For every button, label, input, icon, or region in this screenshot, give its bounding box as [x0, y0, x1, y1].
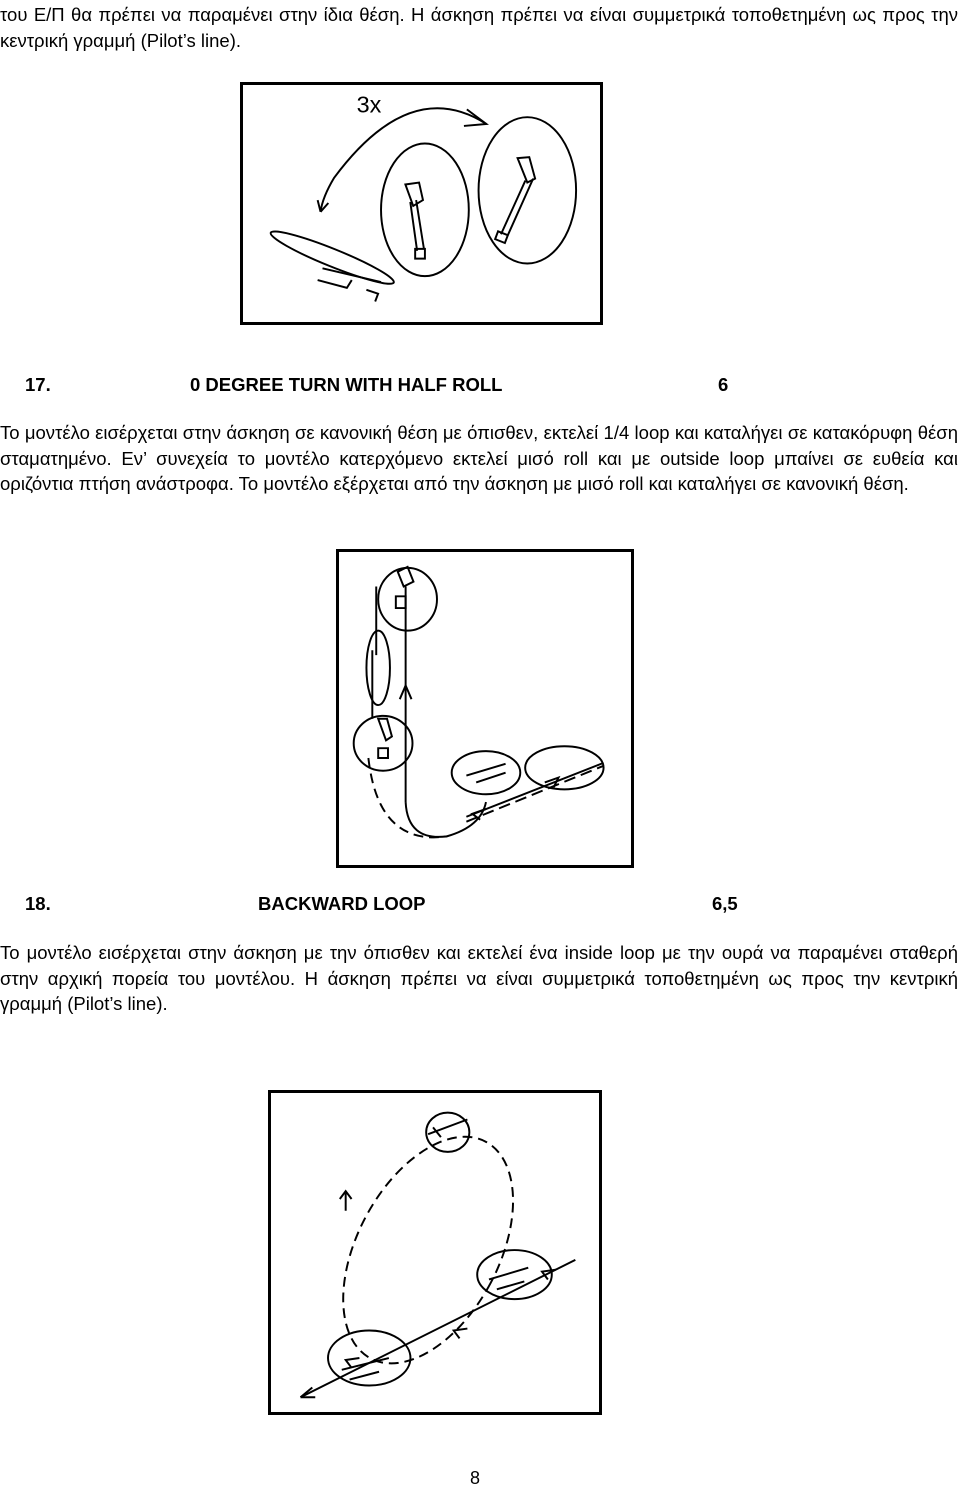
figure-half-roll-turn-drawing — [339, 552, 631, 865]
section18-title: BACKWARD LOOP — [258, 893, 426, 914]
figure-three-rolls-drawing — [243, 85, 600, 322]
section18-number: 18. — [25, 893, 51, 914]
section17-paragraph: Το μοντέλο εισέρχεται στην άσκηση σε κανονική θέση με όπισθεν, εκτελεί 1/4 loop και καταλήγει σε κατακόρυφη θέση σταματημένο. Εν’ συνεχεία το μοντέλο κατερχόμενο εκτελεί μισό roll και με outside loop μπαίνει σε ευθεία και οριζόντια πτήση ανάστροφα. Το μοντέλο εξέρχεται από την άσκηση με μισό roll και καταλήγει σε κανονική θέση. — [0, 422, 958, 495]
figure1-label: 3x — [356, 91, 382, 118]
section17-number: 17. — [25, 374, 51, 395]
section17-score: 6 — [718, 374, 729, 395]
figure-three-rolls-diagram — [240, 82, 603, 325]
section18-paragraph: Το μοντέλο εισέρχεται στην άσκηση με την όπισθεν και εκτελεί ένα inside loop με την ουρά να παραμένει σταθερή στην αρχική πορεία του μοντέλου. Η άσκηση πρέπει να είναι συμμετρικά τοποθετημένη ως προς την κεντρική γραμμή (Pilot’s line). — [0, 942, 958, 1015]
figure-half-roll-turn-diagram — [336, 549, 634, 868]
figure-backward-loop-diagram — [268, 1090, 602, 1415]
intro-paragraph: του Ε/Π θα πρέπει να παραμένει στην ίδια θέση. Η άσκηση πρέπει να είναι συμμετρικά τοποθετημένη ως προς την κεντρική γραμμή (Pilot’s line). — [0, 4, 958, 51]
section18-score: 6,5 — [712, 893, 738, 914]
page-number: 8 — [470, 1468, 481, 1488]
figure-backward-loop-drawing — [271, 1093, 599, 1412]
section17-title: 0 DEGREE TURN WITH HALF ROLL — [190, 374, 503, 395]
